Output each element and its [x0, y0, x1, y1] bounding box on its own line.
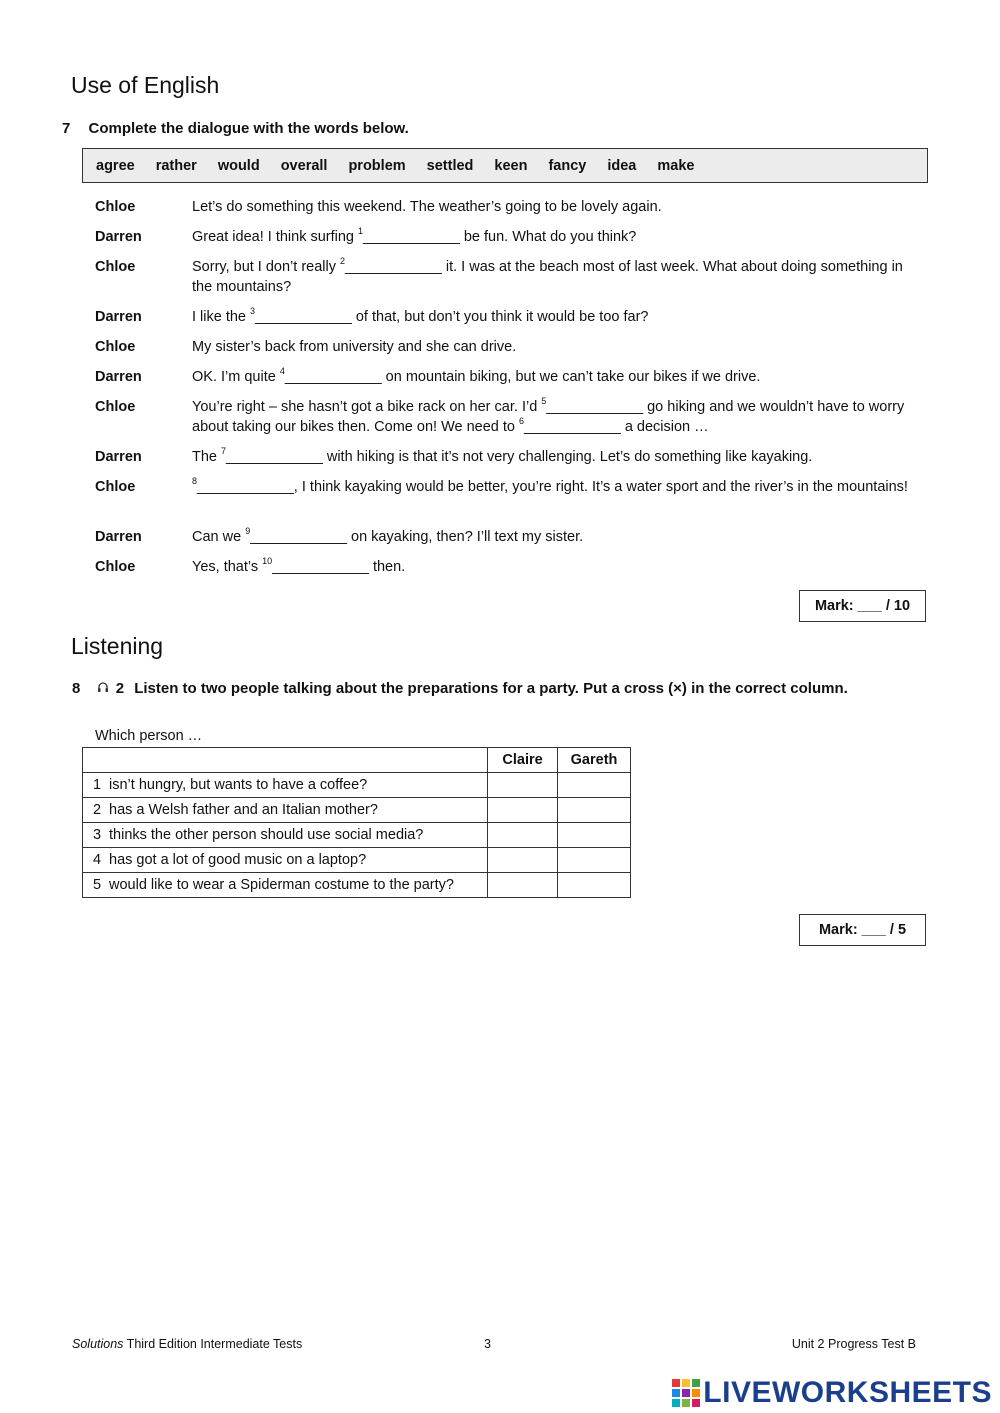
word-bank-item: make: [657, 157, 695, 174]
dialogue-text: $^8$____________, I think kayaking would be better, you’re right. It’s a water sport and the river’s in the mountains!: [192, 476, 908, 495]
speaker-name: Darren: [95, 529, 142, 545]
statement-cell: 4 has got a lot of good music on a laptop?: [83, 848, 488, 873]
header-blank-cell: [83, 748, 488, 773]
table-row: [83, 773, 631, 798]
statement-cell: 5 would like to wear a Spiderman costume to the party?: [83, 873, 488, 898]
word-bank-item: overall: [280, 157, 328, 174]
logo-icon: [672, 1379, 700, 1407]
gap-5-blank[interactable]: ____________: [546, 399, 644, 415]
table-header-row: [83, 748, 631, 773]
answer-cell-gareth[interactable]: [558, 773, 631, 798]
gap-10-blank[interactable]: ____________: [272, 559, 369, 575]
mark-box-question-7: Mark: ___ / 10: [799, 590, 926, 622]
word-bank-item: fancy: [548, 157, 587, 174]
word-bank-item: idea: [607, 157, 637, 174]
dialogue-line: [95, 557, 915, 577]
speaker-name: Darren: [95, 229, 142, 245]
dialogue-line: [95, 527, 915, 547]
dialogue-line: [95, 337, 915, 357]
answer-cell-gareth[interactable]: [558, 823, 631, 848]
speaker-name: Darren: [95, 449, 142, 465]
dialogue-text: My sister’s back from university and she can drive.: [192, 339, 517, 355]
question-instruction: Complete the dialogue with the words below.: [88, 120, 409, 137]
gap-3-blank[interactable]: ____________: [255, 309, 352, 325]
gap-6-blank[interactable]: ____________: [524, 419, 621, 435]
footer-book-title: Solutions Third Edition Intermediate Tests: [72, 1337, 303, 1351]
dialogue-line: [95, 197, 915, 217]
dialogue-text: Great idea! I think surfing $^1$____________ be fun. What do you think?: [192, 226, 637, 245]
footer-test-name: Unit 2 Progress Test B: [791, 1337, 916, 1351]
answer-cell-claire[interactable]: [488, 823, 558, 848]
answer-cell-claire[interactable]: [488, 798, 558, 823]
speaker-name: Chloe: [95, 259, 136, 275]
dialogue-text: The $^7$____________ with hiking is that it’s not very challenging. Let’s do something like kayaking.: [192, 446, 813, 465]
question-8-heading: [72, 679, 892, 699]
dialogue-line: [95, 307, 915, 327]
dialogue-text: OK. I’m quite $^4$____________ on mountain biking, but we can’t take our bikes if we drive.: [192, 366, 761, 385]
question-number: 8: [72, 680, 81, 697]
gap-1-blank[interactable]: ____________: [363, 229, 460, 245]
table-row: [83, 823, 631, 848]
statement-cell: 3 thinks the other person should use social media?: [83, 823, 488, 848]
gap-number: 6: [519, 416, 525, 426]
dialogue-line: [95, 367, 915, 387]
dialogue-text: Let’s do something this weekend. The weather’s going to be lovely again.: [192, 199, 662, 215]
speaker-name: Chloe: [95, 479, 136, 495]
question-number: 7: [62, 120, 71, 137]
answer-cell-gareth[interactable]: [558, 873, 631, 898]
dialogue-line: [95, 257, 915, 297]
word-bank-item: keen: [494, 157, 528, 174]
track-number: 2: [115, 680, 125, 697]
answer-cell-claire[interactable]: [488, 873, 558, 898]
dialogue-text: You’re right – she hasn’t got a bike rack on her car. I’d $^5$____________ go hiking and we wouldn’t have to worry about taking our bikes then. Come on! We need to $^6$____________ a decision …: [192, 396, 905, 435]
liveworksheets-logo: [672, 1376, 992, 1410]
table-row: [83, 848, 631, 873]
gap-number: 10: [262, 556, 273, 566]
speaker-name: Chloe: [95, 199, 136, 215]
answer-cell-gareth[interactable]: [558, 798, 631, 823]
word-bank-item: agree: [96, 157, 135, 174]
table-prompt: Which person …: [95, 728, 203, 744]
gap-number: 2: [340, 256, 346, 266]
gap-number: 5: [541, 396, 547, 406]
dialogue-text: I like the $^3$____________ of that, but don’t you think it would be too far?: [192, 306, 649, 325]
speaker-name: Darren: [95, 309, 142, 325]
speaker-name: Darren: [95, 369, 142, 385]
column-header-claire: Claire: [488, 748, 558, 773]
word-bank-item: would: [217, 157, 260, 174]
footer-page-number: 3: [484, 1337, 491, 1351]
table-row: [83, 873, 631, 898]
gap-number: 1: [358, 226, 364, 236]
table-row: [83, 798, 631, 823]
answer-cell-claire[interactable]: [488, 773, 558, 798]
logo-text: LIVEWORKSHEETS: [703, 1376, 992, 1409]
gap-number: 7: [221, 446, 227, 456]
dialogue-line: [95, 477, 915, 497]
gap-number: 4: [279, 366, 285, 376]
dialogue-line: [95, 447, 915, 467]
gap-9-blank[interactable]: ____________: [250, 529, 347, 545]
answer-cell-claire[interactable]: [488, 848, 558, 873]
gap-number: 8: [192, 476, 198, 486]
gap-number: 3: [250, 306, 256, 316]
section-title-listening: Listening: [71, 633, 164, 659]
listening-answer-table: [82, 747, 631, 898]
question-7-heading: [62, 120, 409, 137]
gap-2-blank[interactable]: ____________: [345, 259, 442, 275]
question-instruction: Listen to two people talking about the preparations for a party. Put a cross (×) in the correct column.: [134, 680, 848, 697]
word-bank: [82, 148, 928, 183]
speaker-name: Chloe: [95, 339, 136, 355]
dialogue-text: Can we $^9$____________ on kayaking, then? I’ll text my sister.: [192, 526, 584, 545]
section-title-use-of-english: Use of English: [71, 72, 220, 98]
gap-number: 9: [245, 526, 251, 536]
speaker-name: Chloe: [95, 399, 136, 415]
dialogue-line: [95, 397, 915, 437]
word-bank-item: problem: [348, 157, 406, 174]
answer-cell-gareth[interactable]: [558, 848, 631, 873]
statement-cell: 1 isn’t hungry, but wants to have a coffee?: [83, 773, 488, 798]
dialogue-text: Sorry, but I don’t really $^2$____________ it. I was at the beach most of last week. What about doing something in the mountains?: [192, 256, 903, 295]
statement-cell: 2 has a Welsh father and an Italian mother?: [83, 798, 488, 823]
gap-4-blank[interactable]: ____________: [284, 369, 382, 385]
dialogue-line: [95, 227, 915, 247]
headphones-icon: [97, 680, 109, 697]
mark-box-question-8: Mark: ___ / 5: [799, 914, 926, 946]
dialogue-text: Yes, that’s $^{10}$____________ then.: [192, 556, 406, 575]
gap-8-blank[interactable]: ____________: [197, 479, 294, 495]
word-bank-item: settled: [426, 157, 474, 174]
speaker-name: Chloe: [95, 559, 136, 575]
column-header-gareth: Gareth: [558, 748, 631, 773]
word-bank-item: rather: [155, 157, 197, 174]
gap-7-blank[interactable]: ____________: [226, 449, 323, 465]
